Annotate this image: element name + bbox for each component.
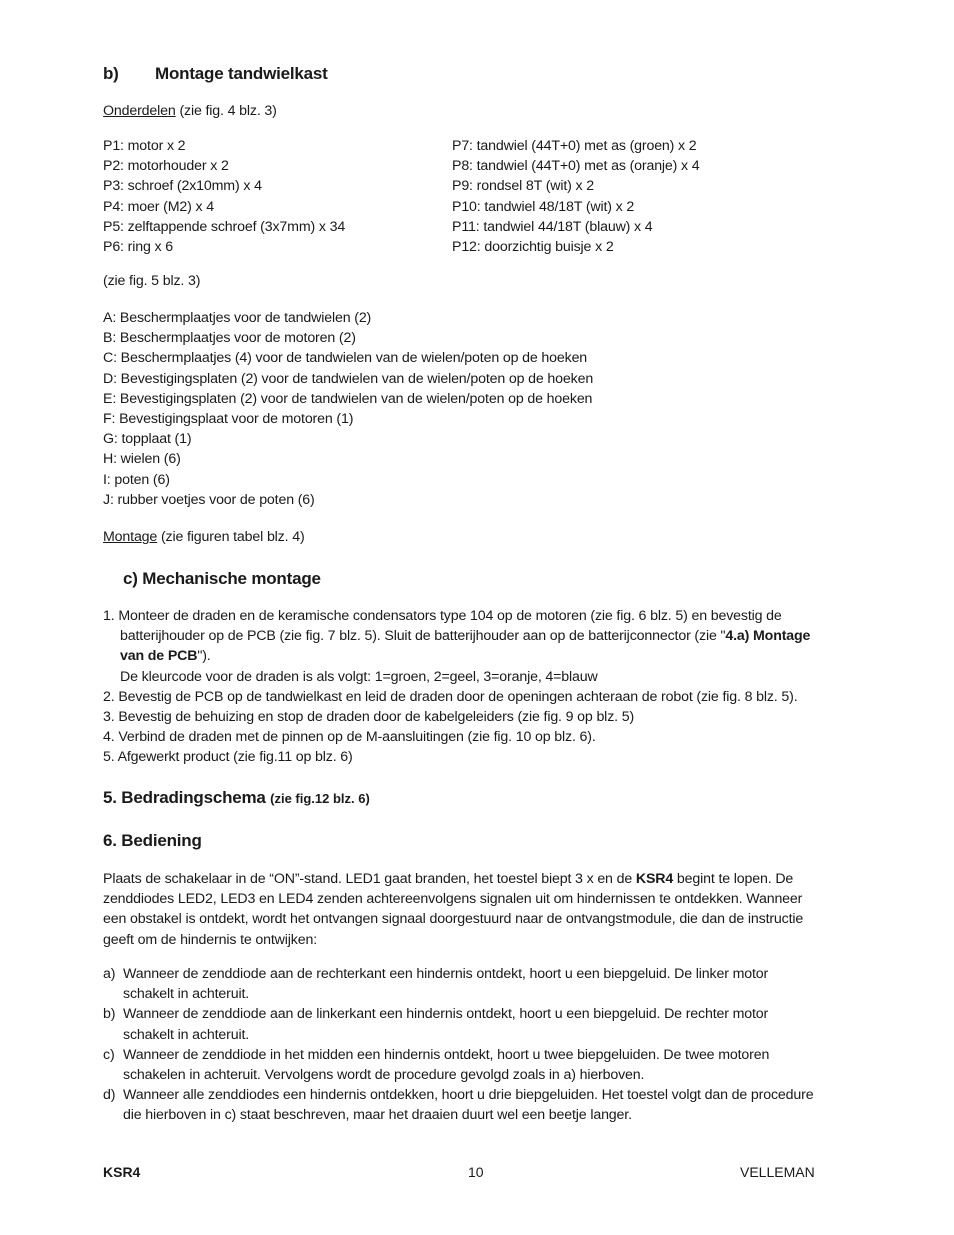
list-item: P4: moer (M2) x 4 (103, 198, 214, 215)
list-item: P12: doorzichtig buisje x 2 (452, 239, 614, 256)
section-b-label: b) (103, 64, 119, 83)
step-number: 5. (103, 749, 115, 766)
operation-paragraph: Plaats de schakelaar in de “ON”-stand. LED1 gaat branden, het toestel biept 3 x en de KSR4 begint te lopen. De zenddiodes LED2, LED3 en LED4 zenden achtereenvolgens signalen uit om hindernissen te ontdekken. Wanneer een obstakel is ontdekt, wordt het ontvangen signaal doorgestuurd naar de ontvangstmodule, die dan de instructie geeft om de hindernis te ontwijken: (103, 871, 804, 948)
parts-list-left (103, 136, 345, 257)
list-item: b) Wanneer de zenddiode aan de linkerkant een hindernis ontdekt, hoort u een biepgeluid. De rechter motor schakelt in achteruit. (103, 1006, 769, 1043)
step-text: Afgewerkt product (zie fig.11 op blz. 6) (117, 749, 353, 766)
step-item (103, 606, 843, 626)
list-item: P11: tandwiel 44/18T (blauw) x 4 (452, 218, 653, 235)
step-item (103, 747, 843, 767)
parts-link: Onderdelen (103, 103, 176, 119)
step-number: 3. (103, 709, 115, 726)
list-item: c) Wanneer de zenddiode in het midden een hindernis ontdekt, hoort u twee biepgeluiden. De twee motoren schakelen in achteruit. Vervolgens wordt de procedure gevolgd zoals in a) hierboven. (103, 1046, 770, 1084)
list-item: D: Bevestigingsplaten (2) voor de tandwielen van de wielen/poten op de hoeken (103, 370, 594, 387)
assembly-steps (103, 606, 843, 768)
step-text: Bevestig de PCB op de tandwielkast en leid de draden door de openingen achteraan de robot (zie fig. 8 blz. 5). (118, 688, 798, 705)
step-number: 4. (103, 729, 115, 746)
list-item: F: Bevestigingsplaat voor de motoren (1) (103, 411, 354, 428)
section-5-title: 5. Bedradingschema (103, 788, 266, 807)
section-c-title: c) Mechanische montage (123, 569, 321, 588)
step-number: 1. (103, 608, 115, 624)
section-5-heading (103, 788, 370, 808)
page-number: 10 (468, 1164, 484, 1180)
list-item: P1: motor x 2 (103, 138, 186, 154)
footer-brand: VELLEMAN (740, 1164, 815, 1180)
list-item: P9: rondsel 8T (wit) x 2 (452, 178, 595, 195)
step-item (103, 727, 843, 747)
list-item: P2: motorhouder x 2 (103, 158, 229, 175)
section-b-title: Montage tandwielkast (155, 64, 328, 83)
list-item: I: poten (6) (103, 471, 170, 488)
case-label: b) (103, 1006, 116, 1023)
step-continuation: batterijhouder op de PCB (zie fig. 7 blz. 5). Sluit de batterijhouder aan op de batterijconnector (zie "4.a) Montage (120, 628, 811, 645)
list-item: a) Wanneer de zenddiode aan de rechterkant een hindernis ontdekt, hoort u een biepgeluid. De linker motor schakelt in achteruit. (103, 966, 769, 1003)
parts-ref: (zie fig. 4 blz. 3) (175, 103, 277, 119)
step-text: Verbind de draden met de pinnen op de M-aansluitingen (zie fig. 10 op blz. 6). (118, 729, 596, 746)
list-item: A: Beschermplaatjes voor de tandwielen (2) (103, 310, 372, 326)
montage-heading (103, 527, 305, 547)
step-item (103, 707, 843, 727)
footer-product: KSR4 (103, 1164, 141, 1180)
parts-heading (103, 101, 277, 121)
step-text: Monteer de draden en de keramische condensators type 104 op de motoren (zie fig. 6 blz. 5) en bevestig de (118, 608, 782, 624)
case-label: c) (103, 1046, 115, 1063)
montage-ref: (zie figuren tabel blz. 4) (157, 529, 305, 545)
parts-list-right (452, 136, 700, 257)
case-list (103, 964, 853, 1126)
step-number: 2. (103, 688, 115, 705)
section-5-ref: (zie fig.12 blz. 6) (270, 791, 370, 806)
step-continuation: van de PCB"). (120, 648, 211, 665)
list-item: J: rubber voetjes voor de poten (6) (103, 491, 315, 508)
color-code: De kleurcode voor de draden is als volgt: 1=groen, 2=geel, 3=oranje, 4=blauw (120, 668, 598, 685)
list-item: E: Bevestigingsplaten (2) voor de tandwielen van de wielen/poten op de hoeken (103, 390, 593, 407)
list-item: H: wielen (6) (103, 451, 181, 468)
section-6-title: 6. Bediening (103, 831, 202, 850)
case-label: d) (103, 1087, 116, 1104)
list-item: P3: schroef (2x10mm) x 4 (103, 178, 262, 195)
list-item: C: Beschermplaatjes (4) voor de tandwielen van de wielen/poten op de hoeken (103, 350, 588, 367)
list-item: P6: ring x 6 (103, 239, 173, 256)
step-item (103, 687, 843, 707)
list-item: d) Wanneer alle zenddiodes een hindernis ontdekken, hoort u drie biepgeluiden. Het toestel volgt dan de procedure die hierboven in c) staat beschreven, maar het draaien duurt wel een beetje langer. (103, 1087, 814, 1124)
list-item: P10: tandwiel 48/18T (wit) x 2 (452, 198, 635, 215)
list-item: P7: tandwiel (44T+0) met as (groen) x 2 (452, 138, 697, 154)
list-item: B: Beschermplaatjes voor de motoren (2) (103, 330, 356, 347)
montage-link: Montage (103, 529, 158, 545)
list-item: P8: tandwiel (44T+0) met as (oranje) x 4 (452, 158, 700, 175)
case-label: a) (103, 966, 116, 982)
components-list (103, 308, 593, 510)
fig5-ref: (zie fig. 5 blz. 3) (103, 273, 201, 289)
step-text: Bevestig de behuizing en stop de draden door de kabelgeleiders (zie fig. 9 op blz. 5) (118, 709, 635, 726)
list-item: G: topplaat (1) (103, 431, 192, 448)
list-item: P5: zelftappende schroef (3x7mm) x 34 (103, 218, 346, 235)
